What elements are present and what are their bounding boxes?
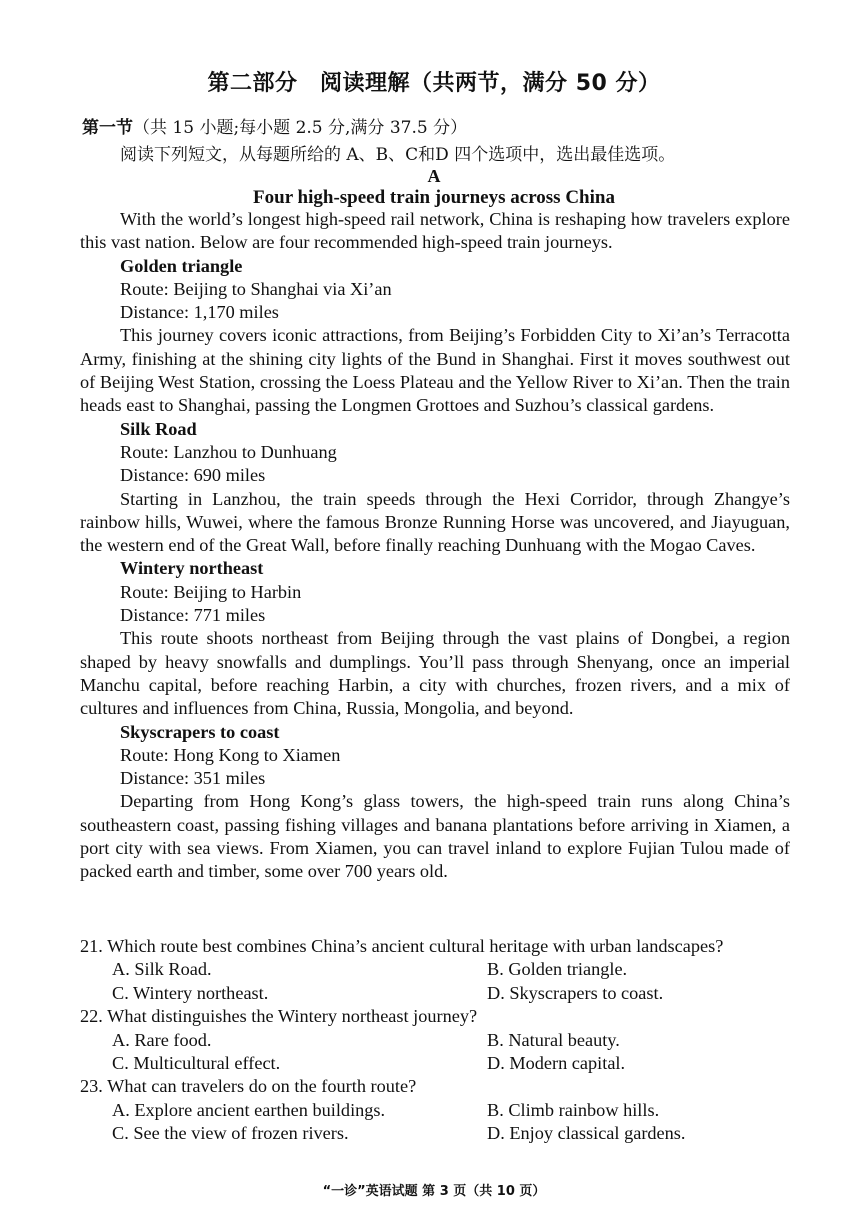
passage-letter: A xyxy=(427,166,441,186)
option-grid xyxy=(80,1029,800,1076)
route-line: Route: Lanzhou to Dunhuang xyxy=(120,441,337,462)
route-line: Route: Beijing to Shanghai via Xi’an xyxy=(120,278,392,299)
question-stem: 21. Which route best combines China’s ancient cultural heritage with urban landscapes? xyxy=(80,936,724,956)
route-description: Departing from Hong Kong’s glass towers, the high-speed train runs along China’s southeastern coast, passing fishing villages and banana plantations before arriving in Xiamen, a port city with sea views. From Xiamen, you can travel inland to explore Fujian Tulou made of packed earth and timber, some over 700 years old. xyxy=(80,791,790,882)
passage-body xyxy=(80,208,790,884)
question-stem: 22. What distinguishes the Wintery northeast journey? xyxy=(80,1006,478,1027)
option-c: C. See the view of frozen rivers. xyxy=(112,1123,349,1144)
option-a: A. Rare food. xyxy=(112,1029,212,1050)
page-footer: “一诊”英语试题 第 3 页（共 10 页） xyxy=(322,1184,546,1199)
route-name: Silk Road xyxy=(120,418,197,439)
option-c: C. Wintery northeast. xyxy=(112,982,269,1003)
instruction: 阅读下列短文，从每题所给的 A、B、C和D 四个选项中，选出最佳选项。 xyxy=(120,145,676,165)
option-b: B. Golden triangle. xyxy=(487,959,628,980)
distance-line: Distance: 771 miles xyxy=(120,605,266,626)
route-description: This route shoots northeast from Beijing through the vast plains of Dongbei, a region shaped by heavy snowfalls and dumplings. You’ll pass through Shenyang, once an imperial Manchu capital, before reaching Harbin, a city with churches, frozen rivers, and a mix of cultures and influences from China, Russia, Mongolia, and beyond. xyxy=(80,628,790,719)
option-a: A. Silk Road. xyxy=(112,959,212,980)
distance-line: Distance: 690 miles xyxy=(120,465,266,486)
option-d: D. Enjoy classical gardens. xyxy=(487,1123,686,1144)
passage-title: Four high-speed train journeys across China xyxy=(253,187,615,208)
route-name: Golden triangle xyxy=(120,255,243,276)
option-grid xyxy=(80,1099,800,1146)
option-c: C. Multicultural effect. xyxy=(112,1053,281,1074)
option-d: D. Modern capital. xyxy=(487,1053,626,1074)
question-item xyxy=(80,1075,800,1145)
section-label: 第一节 xyxy=(82,118,133,138)
route-name: Wintery northeast xyxy=(120,558,264,579)
option-d: D. Skyscrapers to coast. xyxy=(487,982,664,1003)
route-line: Route: Beijing to Harbin xyxy=(120,581,302,602)
route-line: Route: Hong Kong to Xiamen xyxy=(120,744,341,765)
section-heading xyxy=(82,113,467,138)
option-b: B. Natural beauty. xyxy=(487,1029,620,1050)
question-item xyxy=(80,1005,800,1075)
passage-intro: With the world’s longest high-speed rail network, China is reshaping how travelers explore this vast nation. Below are four recommended high-speed train journeys. xyxy=(80,209,790,253)
question-stem: 23. What can travelers do on the fourth route? xyxy=(80,1076,417,1097)
route-description: Starting in Lanzhou, the train speeds through the Hexi Corridor, through Zhangye’s rainbow hills, Wuwei, where the famous Bronze Running Horse was uncovered, and Jiayuguan, the western end of the Great Wall, before finally reaching Dunhuang with the Mogao Caves. xyxy=(80,488,790,556)
route-name: Skyscrapers to coast xyxy=(120,721,280,742)
part-title: 第二部分 阅读理解（共两节，满分 50 分） xyxy=(207,71,661,96)
distance-line: Distance: 351 miles xyxy=(120,768,266,789)
option-b: B. Climb rainbow hills. xyxy=(487,1099,660,1120)
option-a: A. Explore ancient earthen buildings. xyxy=(112,1099,386,1120)
question-list xyxy=(80,935,800,1146)
distance-line: Distance: 1,170 miles xyxy=(120,302,279,323)
option-grid xyxy=(80,958,800,1005)
section-note: （共 15 小题;每小题 2.5 分,满分 37.5 分） xyxy=(133,118,468,138)
route-description: This journey covers iconic attractions, from Beijing’s Forbidden City to Xi’an’s Terracotta Army, finishing at the shining city lights of the Bund in Shanghai. First it moves southwest out of Beijing West Station, crossing the Loess Plateau and the Yellow River to Xi’an. Then the train heads east to Shanghai, passing the Longmen Grottoes and Suzhou’s classical gardens. xyxy=(80,325,790,416)
question-item xyxy=(80,935,800,1005)
